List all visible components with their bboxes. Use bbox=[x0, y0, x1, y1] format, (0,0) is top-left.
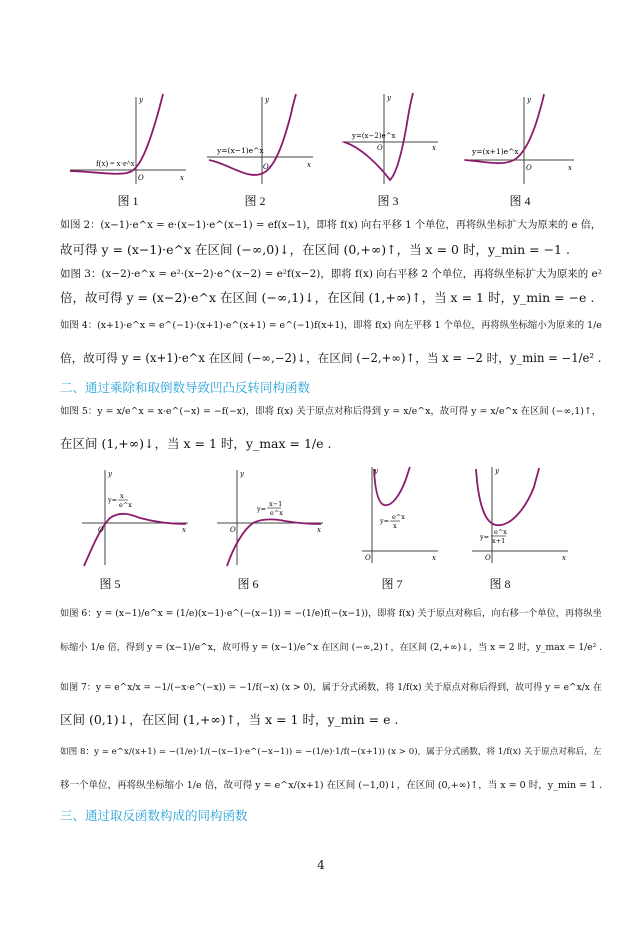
svg-text:y=: y= bbox=[480, 533, 490, 541]
svg-text:y: y bbox=[139, 96, 143, 104]
para-fig5-line2: 在区间 (1,+∞)↓，当 x = 1 时，y_max = 1/e . bbox=[60, 436, 332, 451]
para-fig5-line1: 如图 5：y = x/e^x = x·e^(−x) = −f(−x)，即将 f(x) 关于原点对称后得到 y = x/e^x，故可得 y = x/e^x 在区间 (−∞,1)↑， bbox=[60, 406, 602, 417]
svg-text:x: x bbox=[393, 522, 397, 530]
svg-text:y: y bbox=[374, 467, 378, 475]
para-fig2-line1: 如图 2：(x−1)·e^x = e·(x−1)·e^(x−1) = ef(x−1)，即将 f(x) 向右平移 1 个单位，再将纵坐标扩大为原来的 e 倍， bbox=[60, 220, 602, 231]
para-fig7-line1: 如图 7：y = e^x/x = −1/(−x·e^(−x)) = −1/f(−x) (x > 0)，属于分式函数，将 1/f(x) 关于原点对称后得到，故可得 y = e^x/x 在 bbox=[60, 683, 602, 693]
svg-text:x+1: x+1 bbox=[492, 537, 506, 545]
svg-text:O: O bbox=[526, 164, 532, 172]
fig3-label: y=(x−2)e^x bbox=[352, 132, 396, 140]
svg-text:x: x bbox=[307, 161, 311, 169]
fig2-label: y=(x−1)e^x bbox=[217, 146, 264, 155]
svg-text:y=: y= bbox=[257, 505, 267, 513]
caption-fig7: 图 7 bbox=[381, 577, 403, 591]
para-fig8-line1: 如图 8：y = e^x/(x+1) = −(1/e)·1/(−(x−1)·e^(−x−1)) = −(1/e)·1/f(−(x+1)) (x > 0)，属于分式函数，将 1/f(x) 关于原点对称后，左 bbox=[60, 747, 602, 757]
figure-2 bbox=[205, 92, 315, 187]
svg-text:x: x bbox=[562, 554, 566, 562]
figure-6 bbox=[215, 468, 325, 568]
svg-text:e^x: e^x bbox=[119, 501, 132, 509]
para-fig7-line2: 区间 (0,1)↓，在区间 (1,+∞)↑，当 x = 1 时，y_min = e . bbox=[60, 712, 399, 727]
figure-7 bbox=[360, 465, 440, 565]
svg-text:x−1: x−1 bbox=[269, 500, 283, 508]
caption-fig4: 图 4 bbox=[509, 194, 531, 208]
para-fig4-line1: 如图 4：(x+1)·e^x = e^(−1)·(x+1)·e^(x+1) = e^(−1)f(x+1)，即将 f(x) 向左平移 1 个单位，再将纵坐标缩小为原来的 1/e bbox=[60, 320, 602, 331]
page-number: 4 bbox=[317, 858, 325, 872]
figure-8 bbox=[470, 465, 570, 565]
caption-fig3: 图 3 bbox=[377, 194, 399, 208]
svg-text:x: x bbox=[182, 526, 186, 534]
svg-text:O: O bbox=[138, 174, 144, 182]
para-fig6-line2: 标缩小 1/e 倍，得到 y = (x−1)/e^x，故可得 y = (x−1)/e^x 在区间 (−∞,2)↑，在区间 (2,+∞)↓，当 x = 2 时，y_max = 1/e² . bbox=[60, 642, 603, 653]
figure-5 bbox=[80, 468, 190, 568]
svg-text:y: y bbox=[108, 470, 112, 478]
para-fig3-line2: 倍，故可得 y = (x−2)·e^x 在区间 (−∞,1)↓，在区间 (1,+∞)↑，当 x = 1 时，y_min = −e . bbox=[60, 290, 595, 305]
svg-text:x: x bbox=[568, 164, 572, 172]
svg-text:O: O bbox=[485, 554, 491, 562]
svg-text:y=: y= bbox=[380, 517, 390, 525]
section-heading-3: 三、通过取反函数构成的同构函数 bbox=[60, 808, 248, 823]
svg-text:O: O bbox=[365, 554, 371, 562]
para-fig4-line2: 倍，故可得 y = (x+1)·e^x 在区间 (−∞,−2)↓，在区间 (−2,+∞)↑，当 x = −2 时，y_min = −1/e² . bbox=[60, 351, 602, 365]
svg-text:y: y bbox=[387, 94, 391, 102]
svg-text:O: O bbox=[263, 163, 269, 171]
svg-text:x: x bbox=[120, 492, 124, 500]
svg-text:y: y bbox=[527, 96, 531, 104]
fig1-label: f(x) = x·e^x bbox=[96, 159, 135, 168]
svg-text:x: x bbox=[180, 174, 184, 182]
svg-text:y=: y= bbox=[108, 496, 118, 504]
para-fig8-line2: 移一个单位，再将纵坐标缩小 1/e 倍，故可得 y = e^x/(x+1) 在区间 (−1,0)↓，在区间 (0,+∞)↑，当 x = 0 时，y_min = 1 . bbox=[60, 780, 603, 791]
svg-text:e^x: e^x bbox=[494, 528, 507, 536]
figure-4 bbox=[462, 92, 577, 187]
para-fig3-line1: 如图 3：(x−2)·e^x = e²·(x−2)·e^(x−2) = e²f(x−2)，即将 f(x) 向右平移 2 个单位，再将纵坐标扩大为原来的 e² bbox=[60, 268, 602, 280]
svg-text:e^x: e^x bbox=[392, 513, 405, 521]
fig4-label: y=(x+1)e^x bbox=[472, 147, 519, 156]
section-heading-2: 二、通过乘除和取倒数导致凹凸反转同构函数 bbox=[60, 380, 311, 395]
svg-text:x: x bbox=[317, 526, 321, 534]
svg-text:x: x bbox=[432, 554, 436, 562]
figure-1 bbox=[68, 92, 188, 187]
svg-text:x: x bbox=[432, 144, 436, 152]
figure-3 bbox=[340, 92, 440, 187]
svg-text:O: O bbox=[377, 144, 383, 152]
svg-text:O: O bbox=[230, 526, 236, 534]
caption-fig8: 图 8 bbox=[489, 577, 511, 591]
caption-fig2: 图 2 bbox=[244, 194, 266, 208]
svg-text:O: O bbox=[98, 526, 104, 534]
para-fig6-line1: 如图 6：y = (x−1)/e^x = (1/e)(x−1)·e^(−(x−1)) = −(1/e)f(−(x−1))，即将 f(x) 关于原点对称后，向右移一个单位，再将纵坐 bbox=[60, 608, 602, 619]
para-fig2-line2: 故可得 y = (x−1)·e^x 在区间 (−∞,0)↓，在区间 (0,+∞)↑，当 x = 0 时，y_min = −1 . bbox=[60, 242, 570, 257]
svg-text:y: y bbox=[265, 96, 269, 104]
caption-fig6: 图 6 bbox=[237, 577, 259, 591]
svg-text:y: y bbox=[240, 470, 244, 478]
caption-fig1: 图 1 bbox=[117, 194, 139, 208]
caption-fig5: 图 5 bbox=[99, 577, 121, 591]
svg-text:y: y bbox=[495, 467, 499, 475]
svg-text:e^x: e^x bbox=[270, 509, 283, 517]
